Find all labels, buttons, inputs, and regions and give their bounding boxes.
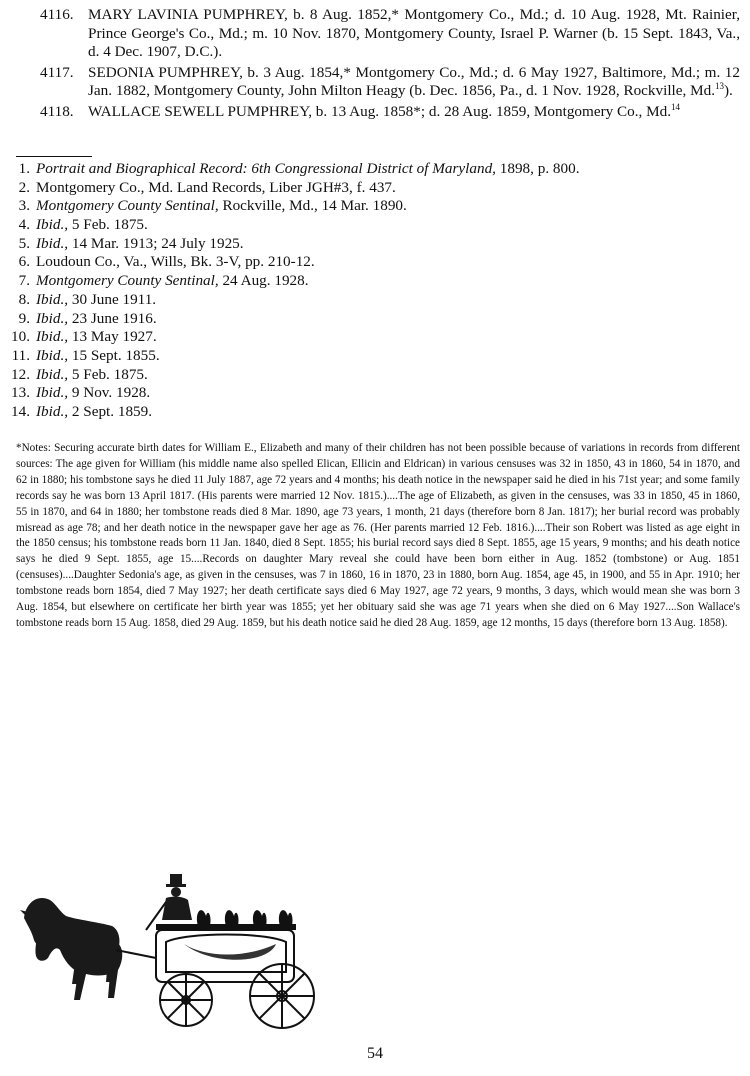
footnote-source: Ibid., — [36, 216, 69, 234]
entry-4118 — [0, 103, 750, 122]
footnote-source: Ibid., — [36, 346, 69, 364]
footnote-number: 6. — [18, 253, 30, 271]
footnote-detail: 5 Feb. 1875. — [68, 216, 148, 234]
genealogy-entries — [0, 6, 750, 124]
footnote-number: 12. — [11, 365, 30, 383]
footnote-ref: 13 — [715, 81, 724, 92]
footnote-source: Ibid., — [36, 328, 69, 346]
entry-text: WALLACE SEWELL PUMPHREY, b. 13 Aug. 1858*; d. 28 Aug. 1859, Montgomery Co., Md. — [88, 102, 672, 120]
footnote-number: 3. — [18, 197, 30, 215]
entry-number: 4117. — [40, 63, 74, 81]
footnote-detail: 9 Nov. 1928. — [68, 384, 151, 402]
footnote-detail: 5 Feb. 1875. — [68, 365, 148, 383]
entry-text: SEDONIA PUMPHREY, b. 3 Aug. 1854,* Montgomery Co., Md.; d. 6 May 1927, Baltimore, Md.; m. 12 Jan. 1882, Montgomery County, John Milton Heagy (b. Dec. 1856, Pa., d. 1 Nov. 1928, Rockville, Md. — [88, 63, 740, 100]
footnote-source: Montgomery County Sentinal, — [36, 197, 219, 215]
entry-4117 — [0, 64, 750, 101]
entry-text-tail: ). — [724, 82, 733, 100]
footnote-source: Montgomery County Sentinal, — [36, 272, 219, 290]
footnote-detail: 14 Mar. 1913; 24 July 1925. — [68, 234, 244, 252]
entry-text: MARY LAVINIA PUMPHREY, b. 8 Aug. 1852,* Montgomery Co., Md.; d. 10 Aug. 1928, Mt. Rainier, Prince George's Co., Md.; m. 10 Nov. 1870, Montgomery County, Israel P. Warner (b. 15 Sept. 1843, Va., d. 4 Dec. 1907, D.C.). — [88, 6, 740, 61]
footnote-source: Ibid., — [36, 365, 69, 383]
footnote-detail: Montgomery Co., Md. Land Records, Liber JGH#3, f. 437. — [36, 178, 396, 196]
birth-date-notes: *Notes: Securing accurate birth dates for William E., Elizabeth and many of their children has not been possible because of variations in records from different sources: The age given for William (his middle name also spelled Elican, Ellicin and Eldrican) in various censuses was 32 in 1850, 43 in 1860, 54 in 1870, and 62 in 1880; his tombstone says he died 11 July 1887, age 72 years and 4 months; his death notice in the newspaper said he died in his 71st year; and some family records say he was born 13 April 1817. (His parents were married 12 Nov. 1815.)....The age of Elizabeth, as given in the censuses, was 33 in 1850, 45 in 1860, 55 in 1870, and 64 in 1880; her tombstone reads died 8 Mar. 1890, age 73 years, 1 month, 21 days (therefore born 8 Jan. 1817); her burial record was probably misread as age 78; and her death notice in the newspaper gave her age as 76. (Her parents married 12 Feb. 1816.)....Their son Robert was listed as age eight in the 1850 census; his tombstone reads born 11 Jan. 1840, died 8 Sept. 1855; his burial record says died 8 Sept. 1855, age 15 years, 9 months; and his death notice says he died 9 Sept. 1855, age 15....Records on daughter Mary reveal she could have been born either in Aug. 1852 (tombstone) or Aug. 1851 (censuses)....Daughter Sedonia's age, as given in the censuses, was 7 in 1860, 16 in 1870, 23 in 1880, born Aug. 1854, age 45, in 1900, and 55 in Apr. 1910; her tombstone reads born 1854, died 7 May 1927; her death certificate says died 6 May 1927, age 72 years, 9 months, 3 days, which would mean she was born 3 Aug. 1854, but elsewhere on certificate her birth year was 1855; yet her obituary said she was age 71 years when she died on 6 May 1927....Son Wallace's tombstone reads born 15 Aug. 1858, died 29 Aug. 1859, but his death notice said he died 28 Aug. 1859, age 12 months, 15 days (therefore born 13 Aug. 1858). — [16, 442, 740, 629]
footnote-detail: Loudoun Co., Va., Wills, Bk. 3-V, pp. 210-12. — [36, 253, 315, 271]
footnote-detail: 15 Sept. 1855. — [68, 346, 160, 364]
footnote-source: Ibid., — [36, 290, 69, 308]
entry-number: 4116. — [40, 6, 74, 23]
entry-number: 4118. — [40, 102, 74, 120]
footnote-number: 13. — [11, 384, 30, 402]
footnote-number: 8. — [18, 290, 30, 308]
footnote-divider — [16, 156, 92, 157]
footnote-number: 4. — [18, 216, 30, 234]
footnote-number: 11. — [11, 346, 30, 364]
footnote-source: Portrait and Biographical Record: 6th Congressional District of Maryland, — [36, 160, 496, 177]
footnote-number: 2. — [18, 178, 30, 196]
footnote-number: 10. — [11, 328, 30, 346]
footnote-ref: 14 — [671, 101, 681, 112]
footnote-detail: 1898, p. 800. — [495, 160, 580, 177]
footnote-detail: Rockville, Md., 14 Mar. 1890. — [218, 197, 407, 215]
entry-4116 — [0, 6, 750, 62]
footnote-source: Ibid., — [36, 402, 69, 420]
footnote-detail: 2 Sept. 1859. — [68, 402, 153, 420]
footnote-number: 7. — [18, 272, 30, 290]
footnote-number: 5. — [18, 234, 30, 252]
page-number: 54 — [367, 1045, 383, 1062]
footnote-detail: 30 June 1911. — [68, 290, 157, 308]
footnote-number: 1. — [18, 160, 30, 177]
footnote-source: Ibid., — [36, 384, 69, 402]
footnote-detail: 23 June 1916. — [68, 309, 157, 327]
footnote-source: Ibid., — [36, 309, 69, 327]
footnote-number: 9. — [18, 309, 30, 327]
footnote-number: 14. — [11, 402, 30, 420]
footnote-detail: 24 Aug. 1928. — [218, 272, 309, 290]
footnote-source: Ibid., — [36, 234, 69, 252]
footnote-detail: 13 May 1927. — [68, 328, 157, 346]
horse-drawn-hearse-icon — [16, 860, 322, 1040]
